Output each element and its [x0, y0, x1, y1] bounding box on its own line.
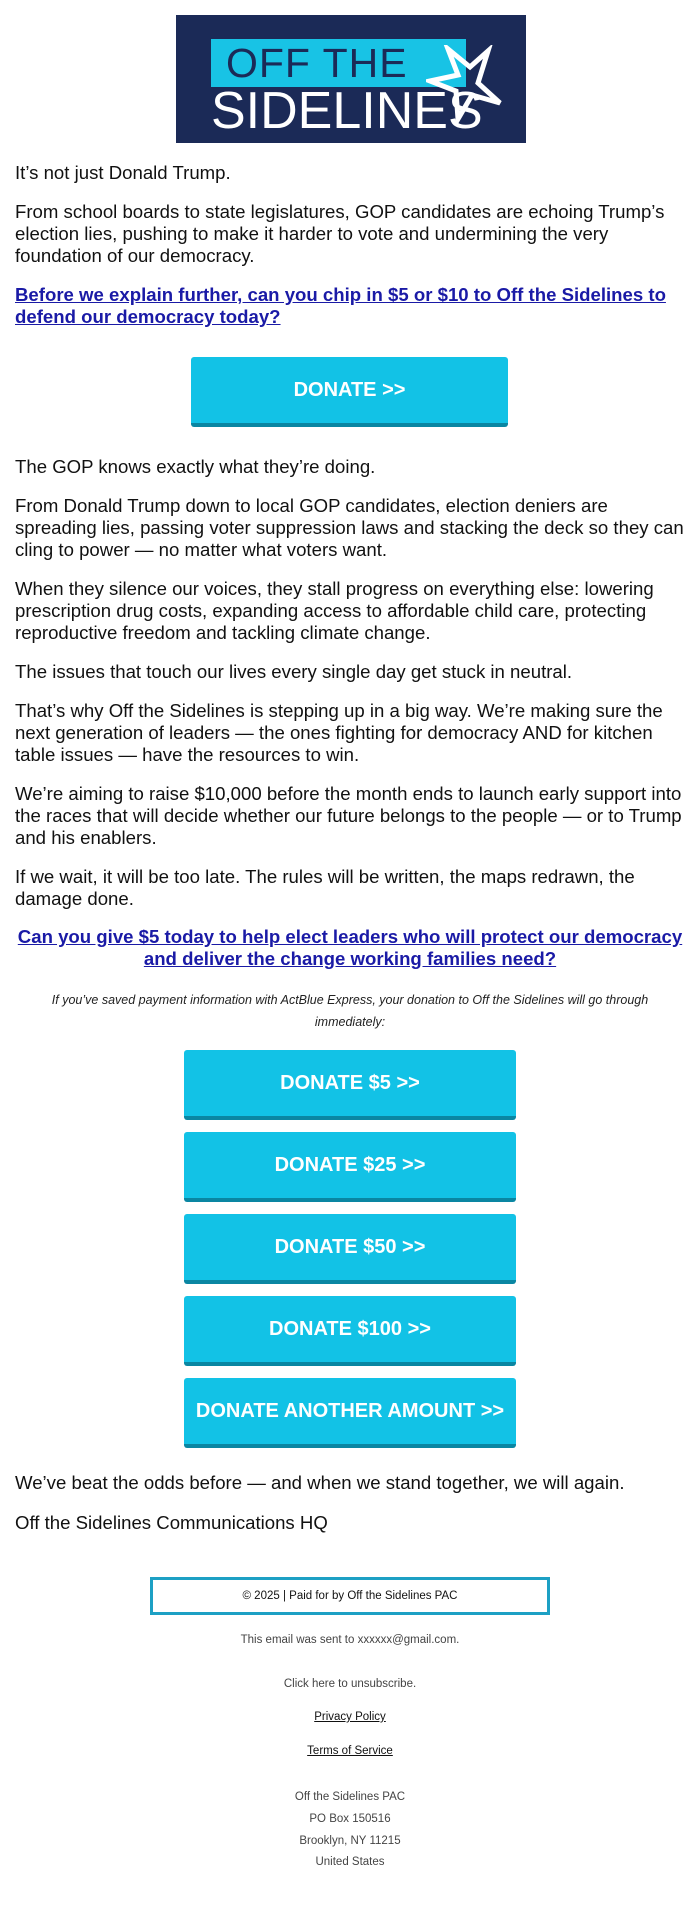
paragraph-goal: We’re aiming to raise $10,000 before the month ends to launch early support into the races that will decide whether our future belongs to the people — or to Trump and his enablers. — [15, 783, 682, 848]
privacy-policy-link[interactable]: Privacy Policy — [314, 1711, 386, 1723]
paragraph-neutral: The issues that touch our lives every single day get stuck in neutral. — [15, 661, 573, 682]
paragraph-echoing: From school boards to state legislatures, GOP candidates are echoing Trump’s election lies, pushing to make it harder to vote and undermining the very foundation of our democracy. — [15, 201, 665, 266]
paragraph-beat-odds: We’ve beat the odds before — and when we stand together, we will again. — [15, 1472, 625, 1493]
paragraph-too-late: If we wait, it will be too late. The rules will be written, the maps redrawn, the damage done. — [15, 866, 635, 909]
intro-line: It’s not just Donald Trump. — [15, 162, 231, 183]
donate-100-button[interactable]: DONATE $100 >> — [184, 1296, 516, 1366]
donate-button-main[interactable]: DONATE >> — [191, 357, 508, 427]
paragraph-stepping-up: That’s why Off the Sidelines is stepping up in a big way. We’re making sure the next generation of leaders — the ones fighting for democracy AND for kitchen table issues — have the resources to win. — [15, 700, 663, 765]
actblue-express-note: If you’ve saved payment information with ActBlue Express, your donation to Off the Sidelines will go through immediately: — [51, 993, 649, 1029]
address-org: Off the Sidelines PAC — [294, 1791, 406, 1803]
sent-to-notice: This email was sent to xxxxxx@gmail.com. — [240, 1634, 460, 1646]
signature: Off the Sidelines Communications HQ — [15, 1512, 328, 1533]
donate-25-button[interactable]: DONATE $25 >> — [184, 1132, 516, 1202]
ask-link-bottom[interactable]: Can you give $5 today to help elect leaders who will protect our democracy and deliver the change working families need? — [17, 926, 683, 969]
address-country: United States — [315, 1856, 385, 1868]
donate-50-button[interactable]: DONATE $50 >> — [184, 1214, 516, 1284]
address-city: Brooklyn, NY 11215 — [299, 1835, 401, 1847]
donate-5-button[interactable]: DONATE $5 >> — [184, 1050, 516, 1120]
paragraph-gop-knows: The GOP knows exactly what they’re doing. — [15, 456, 376, 477]
brand-logo — [176, 15, 526, 143]
star-outline-icon — [426, 45, 506, 125]
paid-for-box: © 2025 | Paid for by Off the Sidelines PAC — [150, 1577, 550, 1615]
logo-line2: SIDELINES — [211, 82, 483, 140]
paragraph-election-deniers: From Donald Trump down to local GOP candidates, election deniers are spreading lies, passing voter suppression laws and stacking the deck so they can cling to power — no matter what voters want. — [15, 495, 684, 560]
paragraph-silence: When they silence our voices, they stall progress on everything else: lowering prescription drug costs, expanding access to affordable child care, protecting reproductive freedom and tackling climate change. — [15, 578, 654, 643]
donate-other-button[interactable]: DONATE ANOTHER AMOUNT >> — [184, 1378, 516, 1448]
address-po-box: PO Box 150516 — [309, 1813, 391, 1825]
ask-link-top[interactable]: Before we explain further, can you chip in $5 or $10 to Off the Sidelines to defend our democracy today? — [15, 284, 666, 327]
logo-line1: OFF THE — [226, 40, 408, 86]
unsubscribe-link[interactable]: Click here to unsubscribe. — [283, 1678, 417, 1690]
terms-of-service-link[interactable]: Terms of Service — [307, 1745, 393, 1757]
